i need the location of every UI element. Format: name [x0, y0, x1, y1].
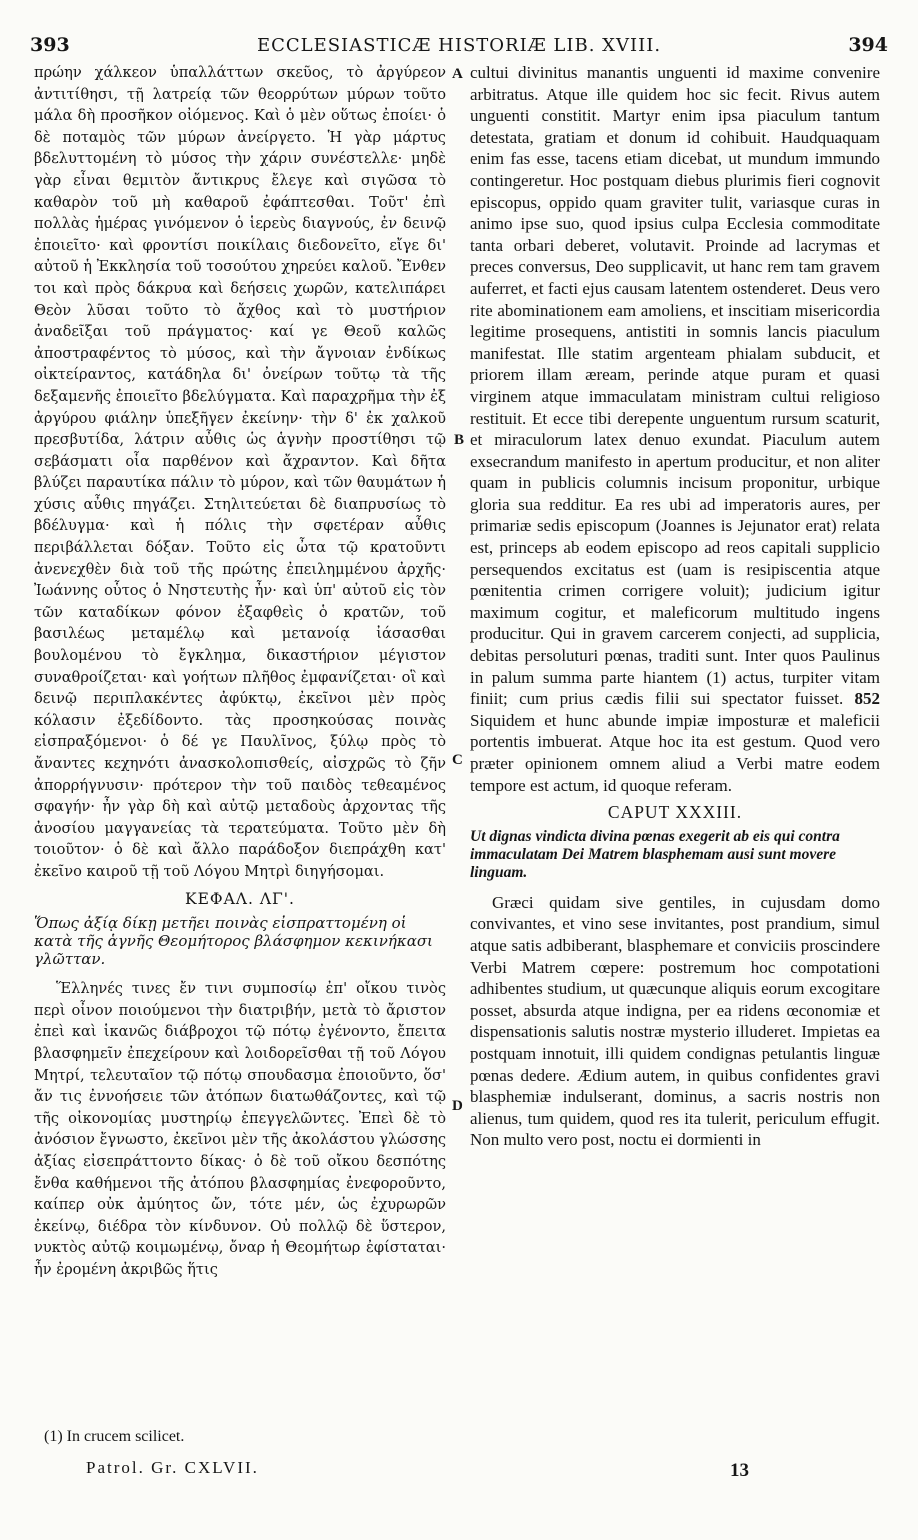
- latin-paragraph-1: [470, 62, 880, 796]
- greek-column: [34, 62, 446, 1280]
- latin-chapter-summary: Ut dignas vindicta divina pœnas exegerit ab eis qui contra immaculatam Dei Matrem blasphemam ausi sunt movere linguam.: [470, 827, 840, 881]
- running-title: ECCLESIASTICÆ HISTORIÆ LIB. XVIII.: [256, 35, 662, 56]
- greek-paragraph-1: πρώην χάλκεον ὑπαλλάττων σκεῦος, τὸ ἀργύρεον ἀντιτίθησι, τῇ λατρείᾳ τῶν θεορρύτων μύρων τοῦτο μάλα δὴ προσῆκον οἰόμενος. Καὶ ὁ μὲν οὕτως ἐποίει· ὁ δὲ ποταμὸς τῶν μύρων ἀνείργετο. Ἡ γὰρ μάρτυς βδελυττομένη τὸ μύσος τὴν χάριν συνέστελλε· μηδὲ γὰρ εἶναι θεμιτὸν ἄντικρυς ἔλεγε καὶ σιγῶσα τὸ καθαρὸν τοῦ μὴ καθαροῦ ἐφάπτεσθαι. Τοῦτ' ἐπὶ πολλὰς ἡμέρας γινόμενον ὁ ἱερεὺς διαγνούς, ἐν δεινῷ ἐποιεῖτο· καὶ φροντίσι ποικίλαις διεδονεῖτο, εἴγε δι' αὐτοῦ ἡ Ἐκκλησία τοῦ τοσούτου χηρεύει καλοῦ. Ἔνθεν τοι καὶ πρὸς δάκρυα καὶ δεήσεις χωρῶν, κατελιπάρει Θεὸν λῦσαι τοῦτο τὸ ἄχθος καὶ τὸ μυστήριον ἀναδεῖξαι τοῦ πράγματος· καί γε Θεοῦ καλῶς ἀποστραφέντος τὸ μύσος, καὶ τὴν ἄγνοιαν ἐνδίκως οἰκτείραντος, κατάδηλα δι' ὀνείρων τοῦτῳ τὰ τῆς δεξαμενῆς ἐποιεῖτο βδελύγματα. Καὶ παραχρῆμα τὴν ἐξ ἀργύρου φιάλην ὑπεξῆγεν ἐκείνην· τὴν δ' ἐκ χαλκοῦ πρεσβυτίδα, λάτριν αὖθις ὡς ἁγνὴν προστίθησι τῷ σεβάσματι οἷα παρθένον καὶ ἄχραντον. Καὶ δῆτα βλύζει παραυτίκα πάλιν τὸ μύρον, καὶ τῶν θαυμάτων ἡ χύσις αὖθις πηγάζει. Στηλιτεύεται δὲ διαπρυσίως τὸ βδέλυγμα· καὶ ἡ πόλις τὴν σφετέραν αὖθις περιβάλλεται δόξαν. Τοῦτο εἰς ὦτα τῷ κρατοῦντι ἀνενεχθὲν διὰ τοῦ τῆς πρώτης ἐπειλημμένου ἀρχῆς· Ἰωάννης οὗτος ὁ Νηστευτὴς ἦν· καὶ ὑπ' αὐτοῦ εἰς τὸν τῶν καταδίκων φόνον ἐξαφθεὶς ὁ κρατῶν, τοῦ βασιλέως μεταμέλῳ καὶ μετανοίᾳ ἰάσασθαι βουλομένου τὸ ἔγκλημα, δικαστήριον μέγιστον συναθροίζεται· καὶ γοήτων πλῆθος ἐμφανίζεται· οἳ καὶ δεινῷ περιπλακέντες ἀφύκτῳ, ἐκεῖνοι μὲν πρὸς κόλασιν ἐξεδίδοντο. τὰς προσηκούσας ποινὰς εἰσπραξόμενοι· ὁ δέ γε Παυλῖνος, ξύλῳ πρὸς τὸ ἄναντες κεχηνότι ἀνασκολοπισθείς, αἰσχρῶς τὸ ζῆν ἀπορρήγνυσιν· πρότερον τὴν τοῦ παιδὸς τεθεαμένος σφαγήν· ἦν γὰρ δὴ καὶ αὐτῷ μεταδοὺς ἀρχοντας τῆς ἀνοσίου μαγγανείας τὰ τερατεύματα. Τοῦτο μὲν δὴ τοιοῦτον· ὁ δὲ καὶ ἄλλο παράδοξον διεπράχθη κατ' ἐκεῖνο καιροῦ τῇ τοῦ Λόγου Μητρὶ διηγήσομαι.: [34, 64, 446, 880]
- margin-marker-b: B: [454, 432, 465, 448]
- margin-marker-c: C: [452, 752, 463, 768]
- greek-paragraph-2: Ἕλληνές τινες ἔν τινι συμποσίῳ ἐπ' οἴκου τινὸς περὶ οἶνον ποιούμενοι τὴν διατριβήν, μετὰ τὸ ἄριστον ἐπεὶ καὶ ἱκανῶς διάβροχοι τῷ πότῳ ἐγένοντο, ἔπειτα βλασφημεῖν ἐπεχείρουν καὶ λοιδορεῖσθαι τῇ τοῦ Λόγου Μητρί, τελευταῖον τῷ πότῳ σπουδασμα ἐποιοῦντο, ὅσ' ἄν τις ἐννοήσειε τῶν ἀτόπων διατωθάζοντες, καὶ τῷ τῆς οἰκονομίας μυστηρίῳ ἐπεγγελῶντες. Ἐπεὶ δὲ τὸ ἀνόσιον ἔγνωστο, ἐκεῖνοι μὲν τῆς ἀκολάστου γλώσσης ἀξίας εἰσεπράττοντο δίκας· ὁ δὲ τοῦ οἴκου δεσπότης ἔνθα καθήμενοι τῆς ἀτόπου βλασφημίας ἐνεφοροῦντο, καίπερ οὐκ ἀμύητος ὤν, τότε μέν, ὡς ἐχυρωρῶν ἐκείνῳ, διέδρα τὸν κίνδυνον. Οὐ πολλῷ δὲ ὕστερον, νυκτὸς αὐτῷ κοιμωμένῳ, ὄναρ ἡ Θεομήτωρ ἐφίσταται· ἦν ἐρομένη ἀκριβῶς ἥτις: [34, 980, 446, 1278]
- latin-chapter-heading: CAPUT XXXIII.: [607, 802, 743, 823]
- latin-paragraph-1-tail: Siquidem et hunc abunde impiæ imposturæ et maleficii portentis imbuerat. Atque hoc ita est gestum. Quod vero præter opinionem omnem aliud a Verbi matre eodem tempore est actum, id quoque referam.: [470, 710, 880, 795]
- margin-page-number: 852: [854, 689, 881, 709]
- signature-mark: 13: [730, 1460, 749, 1481]
- latin-paragraph-2: Græci quidam sive gentiles, in cujusdam domo convivantes, et vino sese invitantes, post prandium, simul atque satis adbiberant, blasphemare et conviciis proscindere Verbi Matrem cœpere: postremum hoc compotationi adhibentes studium, ut quæcunque aliquis eorum excogitare posset, absurda atque indigna, per ea ridens œconomiæ et dispensationis salutis nostræ mysterio illuderet. Impietas ea postquam innotuit, illi quidem condignas petulantis linguæ pœnas dedere. Ædium autem, in quibus confidentes gravi blasphemiæ indulserant, dominus, a sacris nostris non alienus, tum quidem, quod res ita tulerit, periculum effugit. Non multo vero post, noctu ei dormienti in: [470, 892, 880, 1150]
- right-page-number: 394: [848, 34, 888, 56]
- margin-marker-a: A: [452, 66, 463, 82]
- latin-paragraph-1-text: cultui divinitus manantis unguenti id maxime convenire arbitratus. Atque ille quidem hoc sic fecit. Rivus autem unguenti constitit. Martyr enim ipsa piaculum tantum detestata, gratiam et donum id cohibuit. Haudquaquam enim fas esse, tacens etiam dicebat, ut mundum immundo contingeretur. Hoc postquam diebus plurimis fieri cognovit episcopus, oppido quam graviter tulit, variasque curas in animo ipse suo, quod ipsius culpa Ecclesia commoditate tanta orbari deberet, volutavit. Proinde ad lacrymas et preces conversus, Deo supplicavit, ut hanc rem tam gravem auferret, et facti ejus causam latentem ostenderet. Deus vero rite abominationem eam amoliens, et inscitiam misericordia legitime prosequens, antistiti in somnis lancis piaculum manifestat. Ille statim argenteam phialam subducit, et priorem illam æream, perinde atque puram et quasi virginem atque immaculatam ministram cultui religioso restituit. Et ecce tibi derepente unguentum rursum scaturit, et miraculorum latex denuo exundat. Piaculum autem exsecrandum manifesto in apertum producitur, et non aliter quam in publicis columnis incisum proponitur, urbique gloria sua redditur. Ea res ubi ad imperatoris aures, per primariæ sedis episcopum (Joannes is Jejunator erat) relata est, princeps ab eodem episcopo ad reos capitali supplicio persequendos excitatus est (uam is resipiscentia atque pœnitentia crimen corrigere voluit); judicium igitur maximum cogitur, et maleficorum multitudo ingens producitur. Qui in gravem carcerem conjecti, ad supplicia, debitas persoluturi pœnas, traditi sunt. Inter quos Paulinus in palum summa parte hiantem (1) actus, turpiter vitam finiit; cum prius cædis filii sui spectator fuisset.: [470, 63, 880, 709]
- latin-column: [470, 62, 880, 1151]
- page-header: [30, 34, 888, 62]
- left-page-number: 393: [30, 34, 70, 56]
- series-footer: Patrol. Gr. CXLVII.: [86, 1458, 259, 1477]
- margin-marker-d: D: [452, 1098, 463, 1114]
- greek-chapter-heading: ΚΕΦΑΛ. ΛΓ'.: [185, 889, 295, 908]
- footnote: (1) In crucem scilicet.: [44, 1428, 185, 1445]
- greek-chapter-summary: Ὅπως ἀξίᾳ δίκῃ μετῆει ποινὰς εἰσπραττομένη οἱ κατὰ τῆς ἁγνῆς Θεομήτορος βλάσφημον κεκινήκασι γλῶτταν.: [34, 914, 433, 969]
